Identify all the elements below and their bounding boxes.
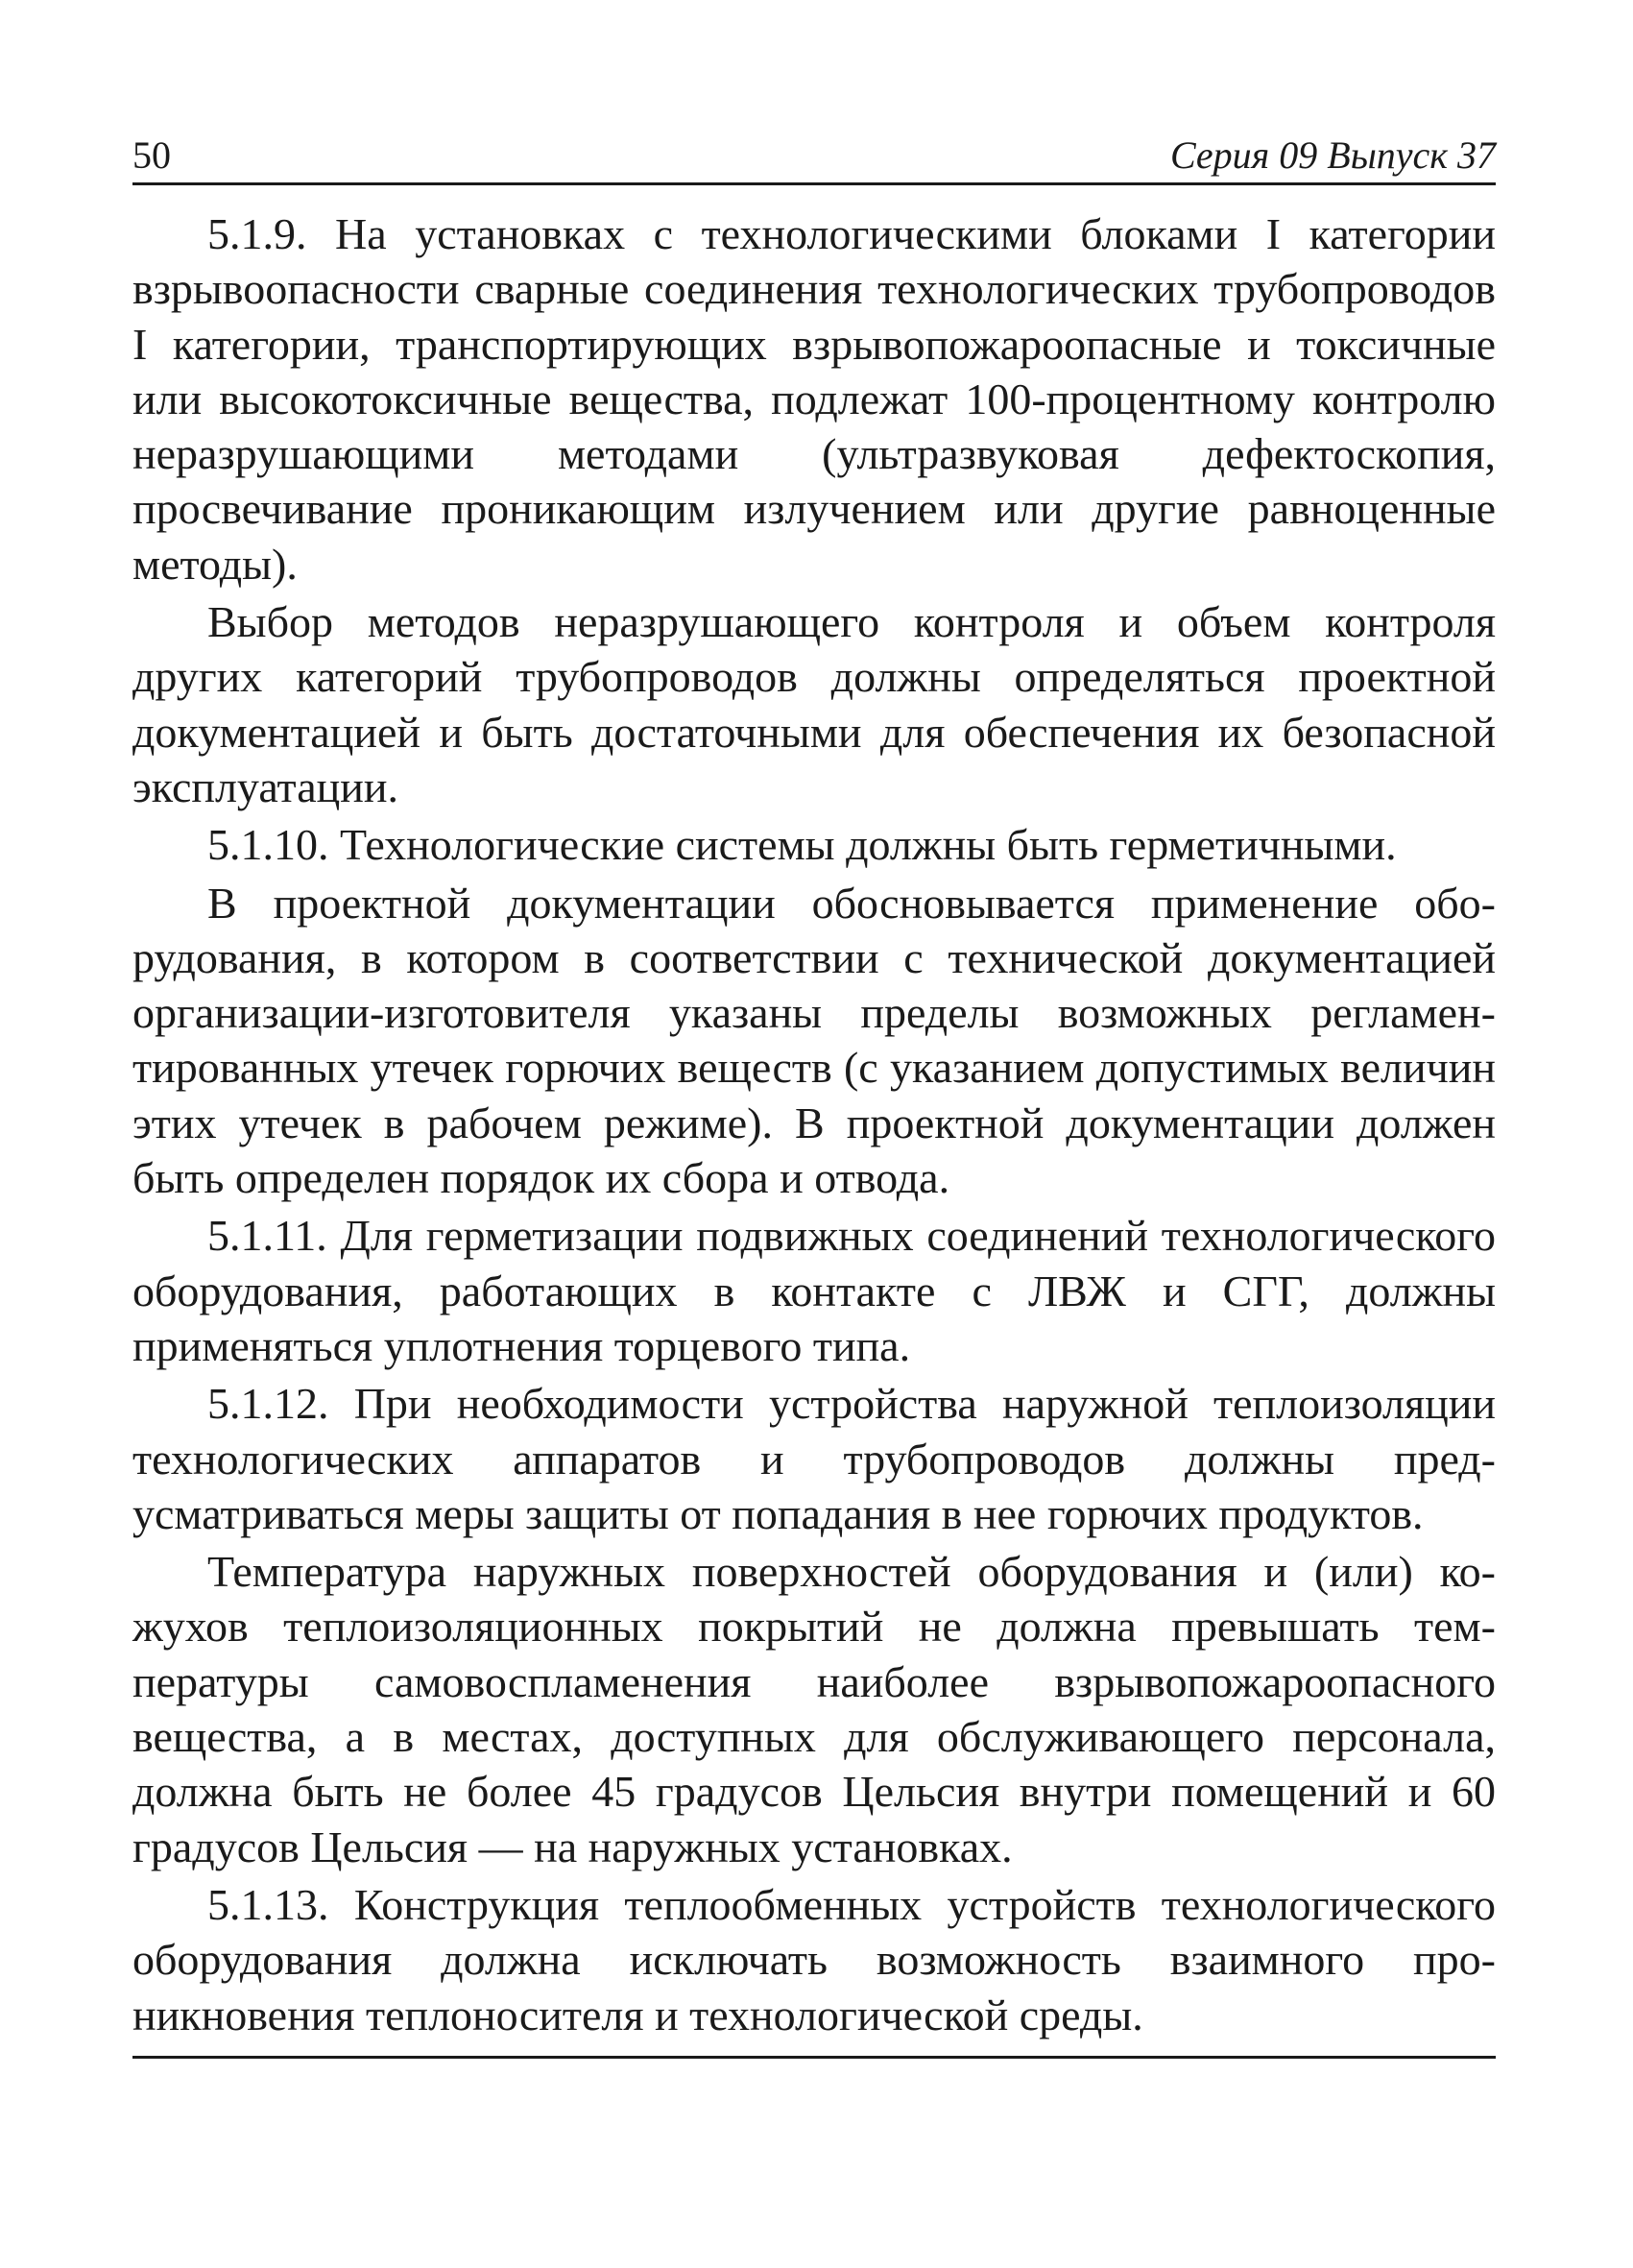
paragraph-5-1-11: 5.1.11. Для герметизации подвижных соединений технологического оборудования, работающих в контакте с ЛВЖ и СГГ, должны применяться уплотнения торцевого типа. — [132, 1211, 1496, 1370]
paragraph-ndt-methods: Выбор методов неразрушающего контроля и объем контроля других категорий трубопроводов должны определяться проектной документацией и быть достаточными для обеспечения их безопасной эксплуатации. — [132, 597, 1496, 811]
paragraph-5-1-10: 5.1.10. Технологические системы должны быть герметичными. — [207, 820, 1397, 870]
paragraph-5-1-13: 5.1.13. Конструкция теплообменных устройств технологического оборудования должна исключать возможность взаимного проникновения теплоносителя и технологической среды. — [132, 1879, 1496, 2039]
paragraph-5-1-9: 5.1.9. На установках с технологическими блоками I категории взрывоопасности сварные соединения технологических трубопроводов I категории, транспортирующих взрывопожароопасные и токсичные или высокотоксичные вещества, подлежат 100-процентному контролю неразрушающими методами (ультразвуковая дефектоскопия, просвечивание проникающим излучением или другие равноценные методы). — [132, 209, 1496, 589]
paragraph-5-1-12: 5.1.12. При необходимости устройства наружной теплоизоляции технологических аппаратов и трубопроводов должны предусматриваться меры защиты от попадания в нее горючих продуктов. — [132, 1379, 1496, 1538]
paragraph-surface-temperature: Температура наружных поверхностей оборудования и (или) кожухов теплоизоляционных покрытий не должна превышать температуры самовоспламенения наиболее взрывопожароопасного вещества, а в местах, доступных для обслуживающего персонала, должна быть не более 45 градусов Цельсия внутри помещений и 60 градусов Цельсия — на наружных установках. — [132, 1547, 1496, 1871]
page-number: 50 — [132, 133, 171, 177]
page-content — [132, 133, 1496, 2059]
series-title: Серия 09 Выпуск 37 — [1169, 133, 1496, 177]
paragraph-leak-limits: В проектной документации обосновывается применение оборудования, в котором в соответствии с технической документацией организации-изготовителя указаны пределы возможных регламентированных утечек горючих веществ (с указанием допустимых величин этих утечек в рабочем режиме). В проектной документации должен быть определен порядок их сбора и отвода. — [132, 878, 1496, 1203]
body-text — [132, 206, 1496, 2042]
bottom-rule — [132, 2056, 1496, 2059]
running-header — [132, 133, 1496, 185]
